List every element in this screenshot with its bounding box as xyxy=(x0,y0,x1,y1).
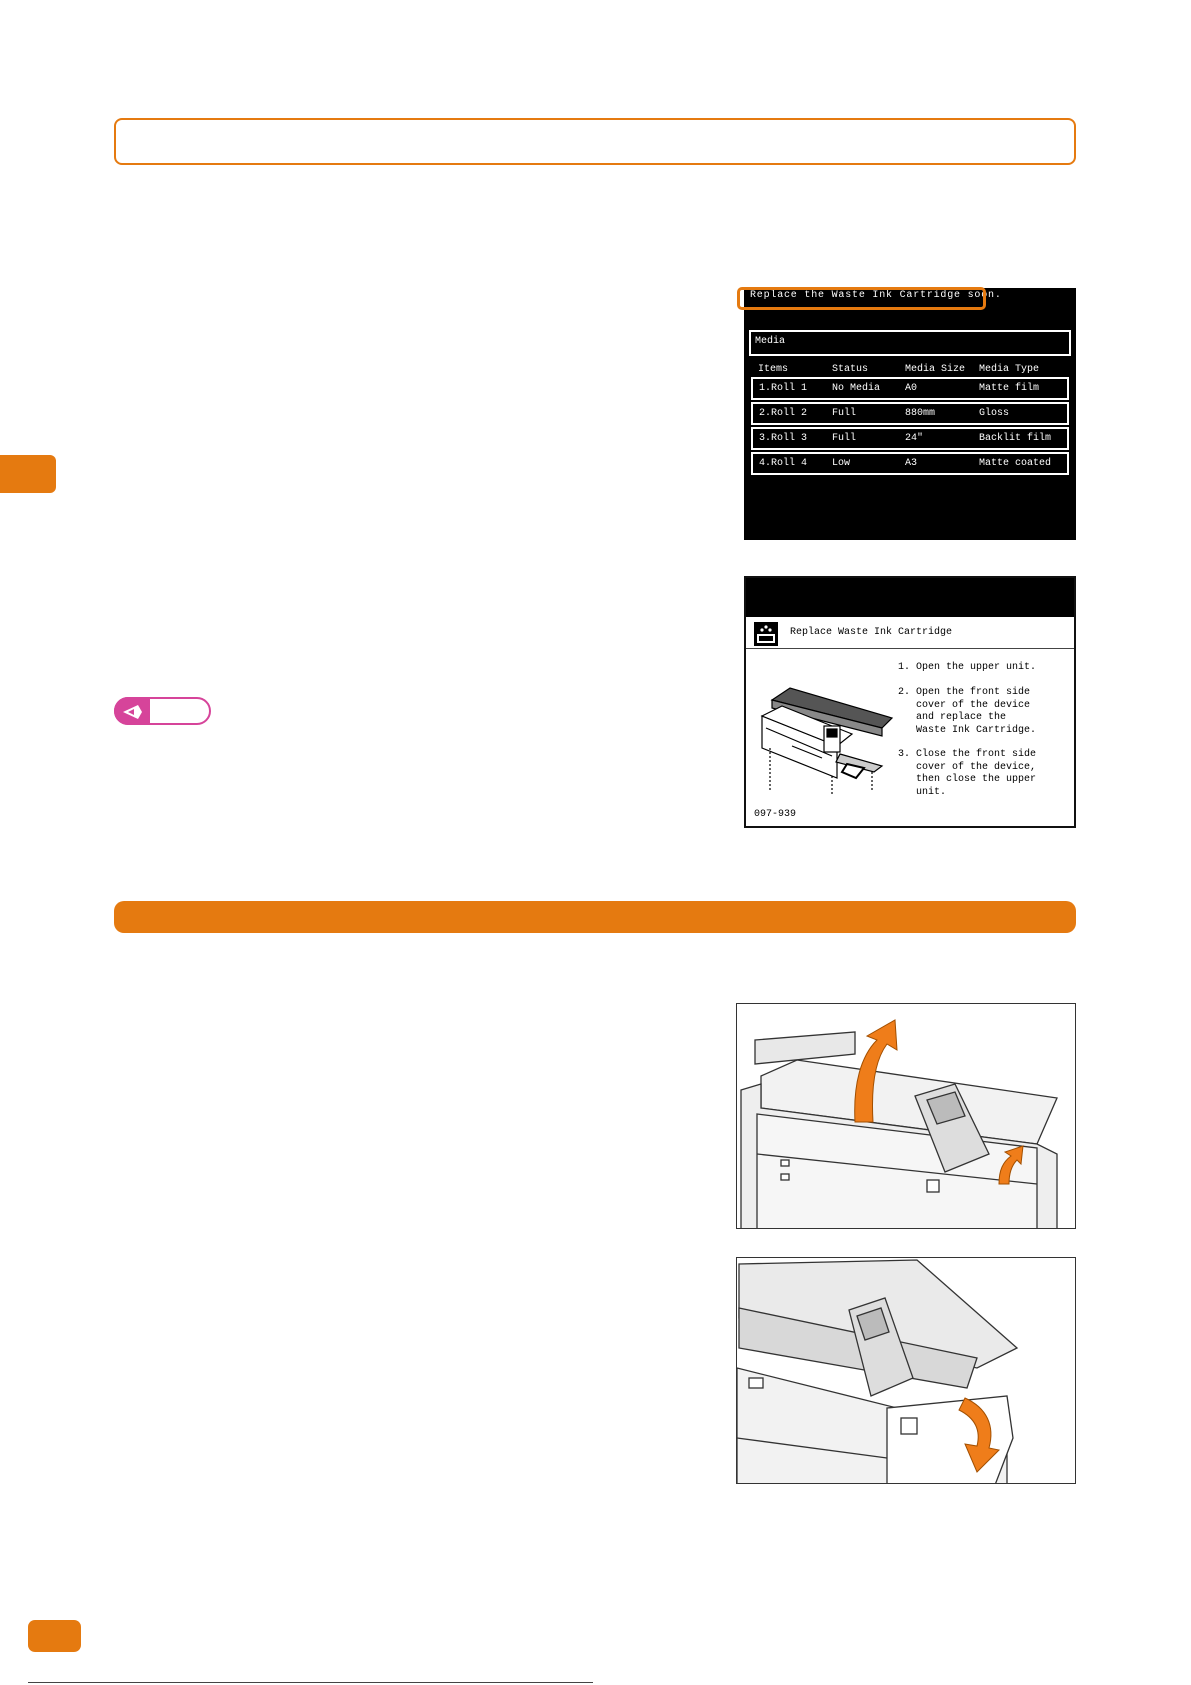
roll-item: 3.Roll 3 xyxy=(759,433,808,444)
roll-status: Full xyxy=(832,408,857,419)
roll-media-size: A0 xyxy=(905,383,918,394)
error-code: 097-939 xyxy=(754,809,797,820)
column-header-items: Items xyxy=(758,364,789,375)
screen-top-bar xyxy=(746,578,1074,617)
open-front-cover-photo xyxy=(736,1257,1076,1484)
message-highlight xyxy=(737,287,986,310)
pencil-note-icon xyxy=(122,703,144,721)
roll-media-size: 880mm xyxy=(905,408,936,419)
roll-media-size: 24" xyxy=(905,433,924,444)
roll-item: 1.Roll 1 xyxy=(759,383,808,394)
roll-row[interactable] xyxy=(751,427,1069,450)
roll-media-size: A3 xyxy=(905,458,918,469)
instruction-step-2: 2. Open the front side cover of the device and replace the Waste Ink Cartridge. xyxy=(898,687,1037,736)
roll-media-type: Matte coated xyxy=(979,458,1052,469)
waste-ink-warning-message: Replace the Waste Ink Cartridge soon. xyxy=(750,290,1002,301)
instruction-step-3: 3. Close the front side cover of the device, then close the upper unit. xyxy=(898,749,1037,798)
roll-row[interactable] xyxy=(751,452,1069,475)
page-number-tab xyxy=(28,1620,81,1652)
column-header-media-size: Media Size xyxy=(905,364,966,375)
roll-media-type: Backlit film xyxy=(979,433,1052,444)
section-heading-bar xyxy=(114,901,1076,933)
media-status-screen xyxy=(744,288,1076,540)
waste-ink-icon xyxy=(754,622,778,646)
media-tab-label: Media xyxy=(755,336,786,347)
roll-row[interactable] xyxy=(751,402,1069,425)
roll-item: 2.Roll 2 xyxy=(759,408,808,419)
media-tab[interactable] xyxy=(749,330,1071,356)
footer-rule xyxy=(28,1682,593,1683)
roll-status: Full xyxy=(832,433,857,444)
instruction-step-1: 1. Open the upper unit. xyxy=(898,662,1037,673)
open-upper-unit-photo xyxy=(736,1003,1076,1229)
roll-item: 4.Roll 4 xyxy=(759,458,808,469)
roll-status: No Media xyxy=(832,383,881,394)
instruction-title: Replace Waste Ink Cartridge xyxy=(790,627,953,638)
column-header-status: Status xyxy=(832,364,869,375)
section-title-frame xyxy=(114,118,1076,165)
replace-instructions-screen xyxy=(744,576,1076,828)
chapter-tab xyxy=(0,455,56,493)
roll-media-type: Matte film xyxy=(979,383,1040,394)
roll-media-type: Gloss xyxy=(979,408,1010,419)
roll-row[interactable] xyxy=(751,377,1069,400)
roll-status: Low xyxy=(832,458,851,469)
printer-diagram xyxy=(752,668,898,796)
column-header-media-type: Media Type xyxy=(979,364,1040,375)
note-marker xyxy=(114,697,211,725)
